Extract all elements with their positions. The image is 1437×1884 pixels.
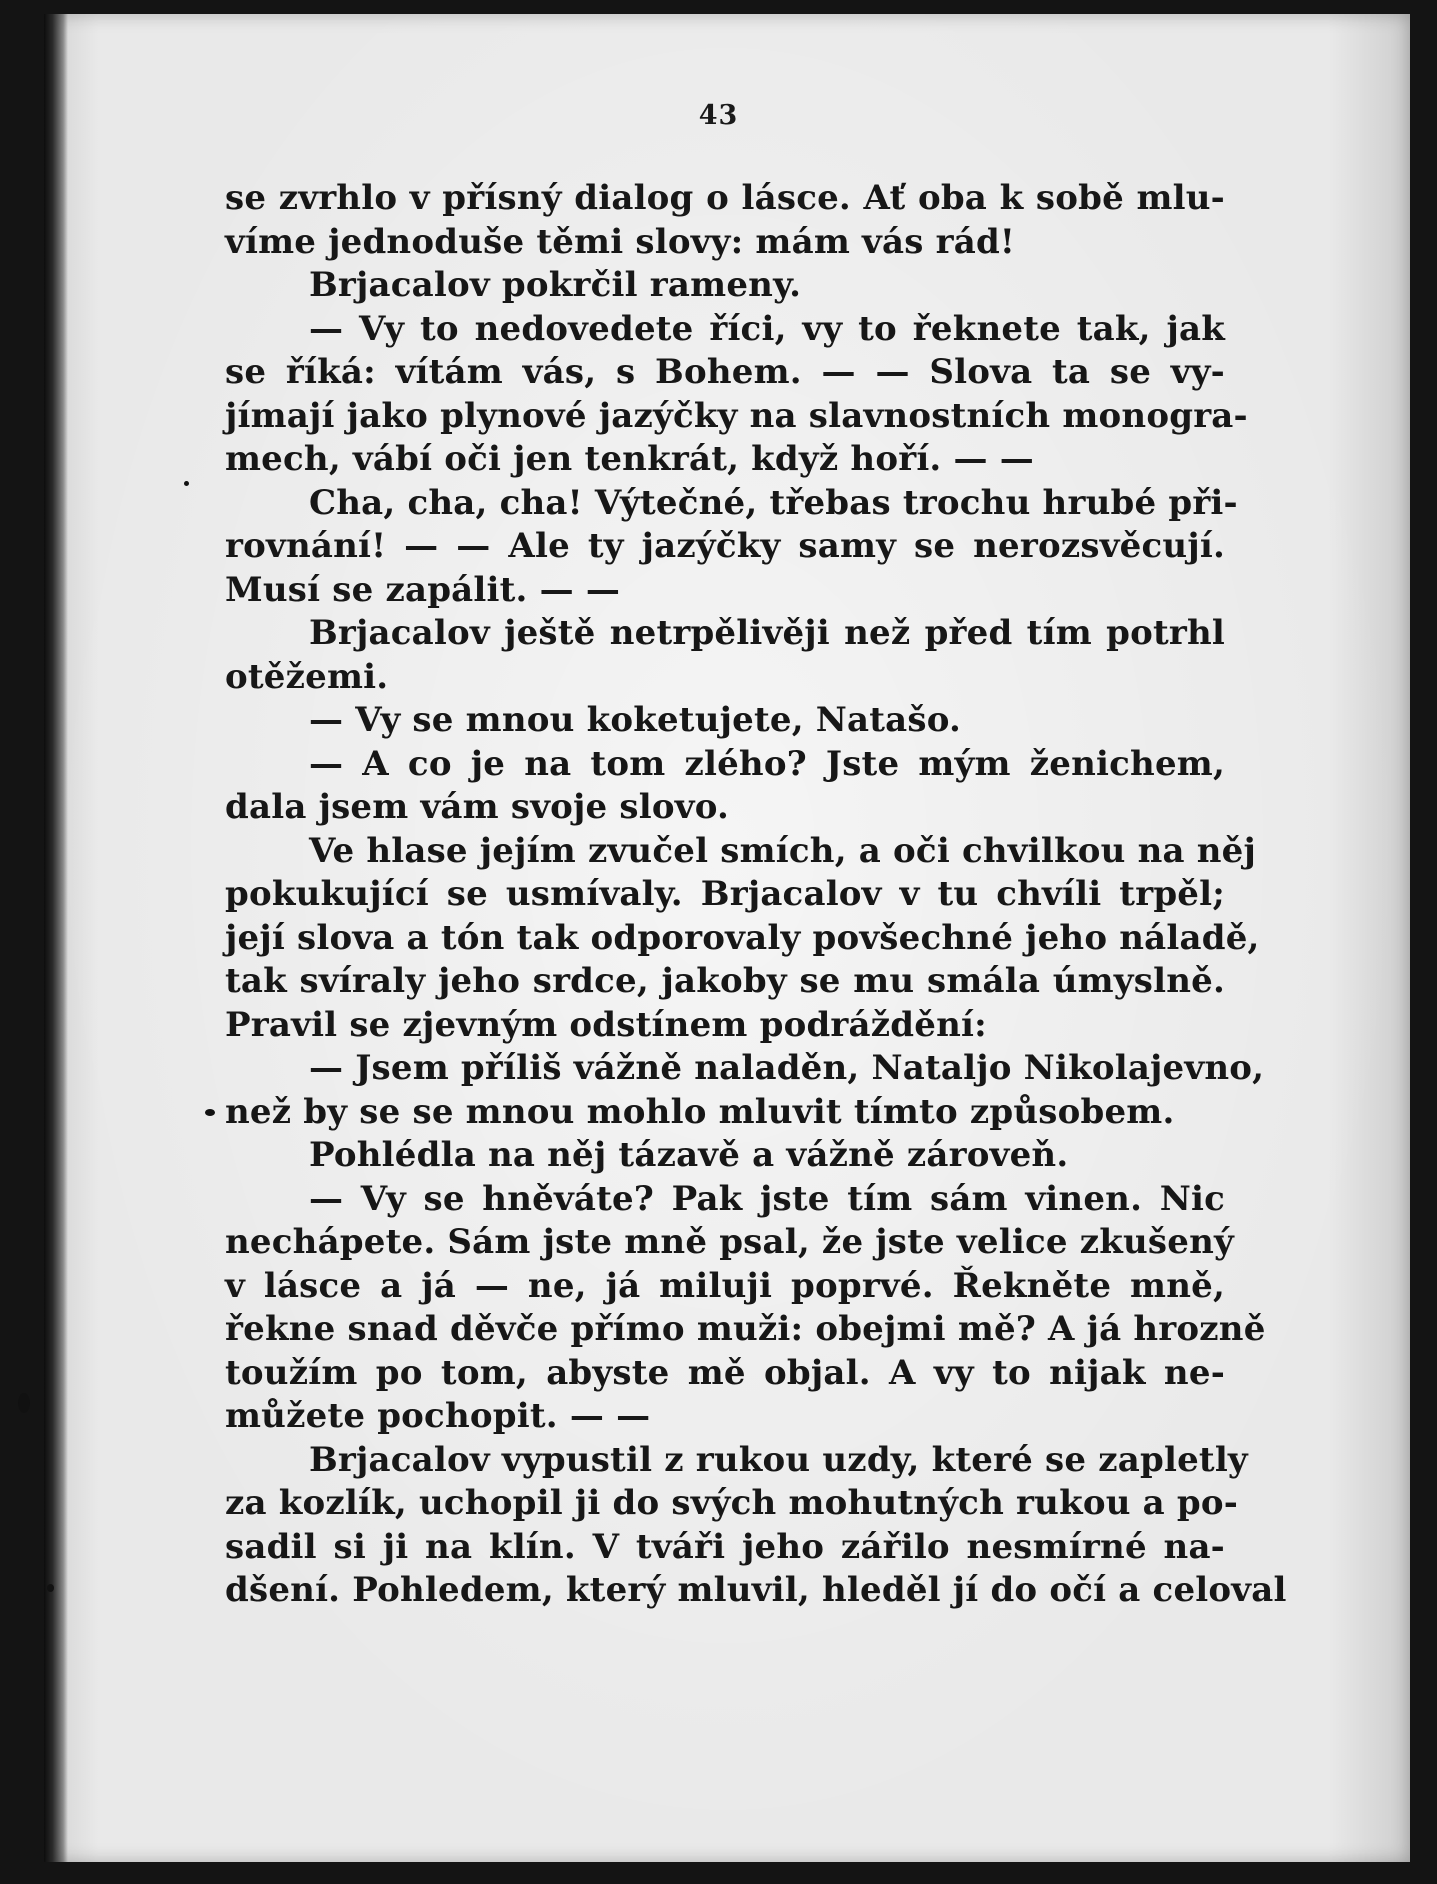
text-line: tak svíraly jeho srdce, jakoby se mu smála úmyslně. <box>225 961 1225 1001</box>
text-line: nechápete. Sám jste mně psal, že jste velice zkušený <box>225 1222 1234 1262</box>
text-line: pokukující se usmívaly. Brjacalov v tu chvíli trpěl; <box>225 874 1225 914</box>
text-line: — Vy se hněváte? Pak jste tím sám vinen. Nic <box>309 1178 1225 1219</box>
paragraph <box>225 482 1238 613</box>
text-line: rovnání! — — Ale ty jazýčky samy se nerozsvěcují. <box>225 526 1225 566</box>
paragraph <box>225 308 1248 482</box>
ink-speck <box>205 1109 215 1116</box>
text-line: — A co je na tom zlého? Jste mým ženichem, <box>309 743 1225 784</box>
paragraph <box>225 1178 1266 1439</box>
text-line: Brjacalov ještě netrpělivěji než před tím potrhl <box>309 613 1225 653</box>
page-number: 43 <box>698 100 739 131</box>
paragraph <box>225 177 1225 264</box>
text-line: se říká: vítám vás, s Bohem. — — Slova ta se vy- <box>225 352 1225 392</box>
text-line: víme jednoduše těmi slovy: mám vás rád! <box>225 221 1016 262</box>
ink-speck <box>18 1393 30 1413</box>
text-line: toužím po tom, abyste mě objal. A vy to nijak ne- <box>225 1352 1225 1393</box>
text-line: — Vy to nedovedete říci, vy to řeknete tak, jak <box>309 308 1225 349</box>
text-line: Pravil se zjevným odstínem podráždění: <box>225 1004 987 1045</box>
paragraph <box>225 1439 1287 1613</box>
text-line: dala jsem vám svoje slovo. <box>225 787 730 827</box>
text-line: — Vy se mnou koketujete, Natašo. <box>309 700 962 740</box>
text-line: Pohlédla na něj tázavě a vážně zároveň. <box>309 1135 1069 1175</box>
text-line: její slova a tón tak odporovaly povšechné jeho náladě, <box>225 917 1260 958</box>
paragraph <box>225 830 1260 1048</box>
text-line: otěžemi. <box>225 656 389 697</box>
text-line: Ve hlase jejím zvučel smích, a oči chvilkou na něj <box>309 830 1257 871</box>
text-line: dšení. Pohledem, který mluvil, hleděl jí do očí a celoval <box>225 1570 1287 1610</box>
body-text <box>225 177 1287 1613</box>
text-line: mech, vábí oči jen tenkrát, když hoří. — — <box>225 439 1034 479</box>
paragraph <box>225 699 1225 743</box>
text-line: za kozlík, uchopil ji do svých mohutných rukou a po- <box>225 1483 1239 1523</box>
paragraph <box>225 743 1225 830</box>
text-line: se zvrhlo v přísný dialog o lásce. Ať oba k sobě mlu- <box>225 178 1225 218</box>
ink-speck <box>47 1584 54 1592</box>
text-line: můžete pochopit. — — <box>225 1396 651 1436</box>
text-line: než by se se mnou mohlo mluvit tímto způsobem. <box>225 1091 1175 1132</box>
text-line: v lásce a já — ne, já miluji poprvé. Řekněte mně, <box>225 1265 1225 1306</box>
text-line: jímají jako plynové jazýčky na slavnostních monogra- <box>225 395 1248 436</box>
text-line: — Jsem příliš vážně naladěn, Nataljo Nikolajevno, <box>309 1048 1265 1088</box>
paragraph <box>225 612 1225 699</box>
paragraph <box>225 264 1225 308</box>
paragraph <box>225 1134 1225 1178</box>
text-line: Brjacalov pokrčil rameny. <box>309 265 802 305</box>
ink-speck <box>184 481 189 486</box>
paragraph <box>225 1047 1265 1134</box>
text-line: sadil si ji na klín. V tváři jeho zářilo nesmírné na- <box>225 1526 1225 1567</box>
text-line: Musí se zapálit. — — <box>225 569 621 610</box>
text-line: řekne snad děvče přímo muži: obejmi mě? A já hrozně <box>225 1309 1266 1349</box>
text-line: Cha, cha, cha! Výtečné, třebas trochu hrubé při- <box>309 482 1238 523</box>
text-line: Brjacalov vypustil z rukou uzdy, které se zapletly <box>309 1439 1248 1480</box>
